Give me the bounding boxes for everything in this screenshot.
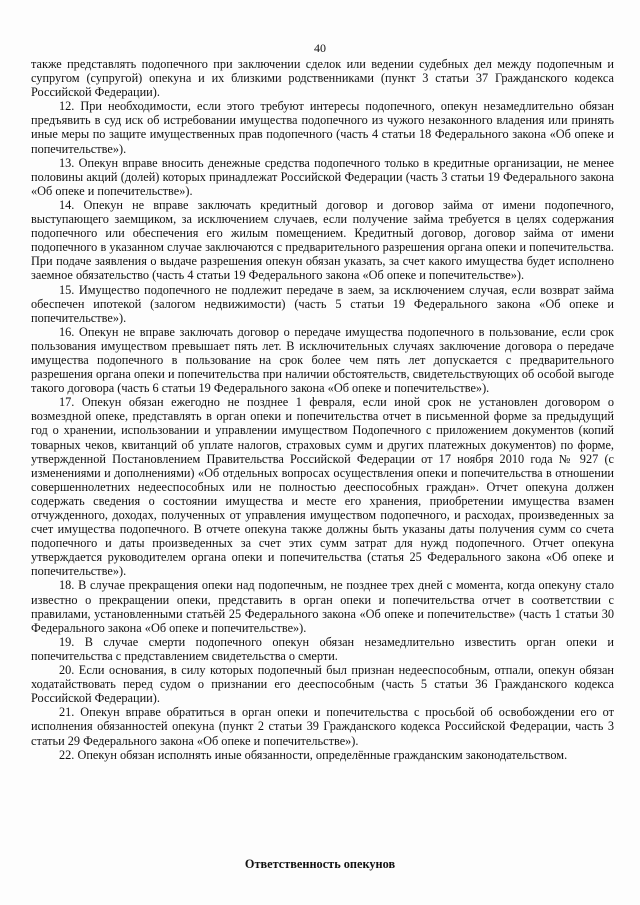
document-body bbox=[31, 57, 614, 762]
page-number: 40 bbox=[314, 41, 326, 55]
section-heading: Ответственность опекунов bbox=[244, 857, 396, 871]
paragraph-14: 14. Опекун не вправе заключать кредитный договор и договор займа от имени подопечного, выступающего заемщиком, за исключением случаев, если получение займа требуется в целях содержания подопечного или обеспечения его жилым помещением. Кредитный договор, договор займа от имени подопечного в указанном случае заключаются с предварительного разрешения органа опеки и попечительства. При подаче заявления о выдаче разрешения опекун обязан указать, за счет какого имущества будет исполнено заемное обязательство (часть 4 статьи 19 Федерального закона «Об опеке и попечительстве»). bbox=[31, 197, 614, 283]
paragraph-continuation: также представлять подопечного при заключении сделок или ведении судебных дел между подопечным и супругом (супругой) опекуна и их близкими родственниками (пункт 3 статьи 37 Гражданского кодекса Российской Федерации). bbox=[31, 57, 614, 100]
paragraph-22: 22. Опекун обязан исполнять иные обязанности, определённые гражданским законодательством. bbox=[59, 747, 568, 762]
paragraph-20: 20. Если основания, в силу которых подопечный был признан недееспособным, отпали, опекун обязан ходатайствовать перед судом о признании его дееспособным (часть 5 статьи 36 Гражданского кодекса Российской Федерации). bbox=[31, 663, 614, 706]
paragraph-16: 16. Опекун не вправе заключать договор о передаче имущества подопечного в пользование, если срок пользования имуществом превышает пять лет. В исключительных случаях заключение договора о передаче имущества подопечного в пользование на срок более чем пять лет допускается с предварительного разрешения органа опеки и попечительства при наличии обстоятельств, свидетельствующих об особой выгоде такого договора (часть 6 статьи 19 Федерального закона «Об опеке и попечительстве»). bbox=[31, 324, 614, 396]
paragraph-18: 18. В случае прекращения опеки над подопечным, не позднее трех дней с момента, когда опекуну стало известно о прекращении опеки, представить в орган опеки и попечительства отчет в соответствии с правилами, установленными статьёй 25 Федерального закона «Об опеке и попечительстве» (часть 1 статьи 30 Федерального закона «Об опеке и попечительстве»). bbox=[31, 578, 614, 635]
paragraph-12: 12. При необходимости, если этого требуют интересы подопечного, опекун незамедлительно обязан предъявить в суд иск об истребовании имущества подопечного из чужого незаконного владения или принять иные меры по защите имущественных прав подопечного (часть 4 статьи 18 Федерального закона «Об опеке и попечительстве»). bbox=[31, 99, 614, 156]
paragraph-15: 15. Имущество подопечного не подлежит передаче в заем, за исключением случая, если возврат займа обеспечен ипотекой (залогом недвижимости) (часть 5 статьи 19 Федерального закона «Об опеке и попечительстве»). bbox=[31, 282, 614, 325]
paragraph-13: 13. Опекун вправе вносить денежные средства подопечного только в кредитные организации, не менее половины акций (долей) которых принадлежат Российской Федерации (часть 3 статьи 19 Федерального закона «Об опеке и попечительстве»). bbox=[31, 155, 614, 198]
paragraph-21: 21. Опекун вправе обратиться в орган опеки и попечительства с просьбой об освобождении его от исполнения обязанностей опекуна (пункт 2 статьи 39 Гражданского кодекса Российской Федерации, часть 3 статьи 29 Федерального закона «Об опеке и попечительстве»). bbox=[31, 705, 614, 748]
paragraph-17: 17. Опекун обязан ежегодно не позднее 1 февраля, если иной срок не установлен договором о возмездной опеке, представлять в орган опеки и попечительства отчет в письменной форме за предыдущий год о хранении, использовании и управлении имуществом Подопечного с приложением документов (копий товарных чеков, квитанций об уплате налогов, страховых сумм и других платежных документов) по форме, утвержденной Постановлением Правительства Российской Федерации от 17 ноября 2010 года № 927 (с изменениями и дополнениями) «Об отдельных вопросах осуществления опеки и попечительства в отношении совершеннолетних недееспособных или не полностью дееспособных граждан». Отчет опекуна должен содержать сведения о состоянии имущества и месте его хранения, приобретении имущества взамен отчужденного, доходах, полученных от управления имуществом подопечного, и расходах, произведенных за счет имущества подопечного. В отчете опекуна также должны быть указаны даты получения сумм со счета подопечного и даты произведенных за счет этих сумм затрат для нужд подопечного. Отчет опекуна утверждается руководителем органа опеки и попечительства (статья 25 Федерального закона «Об опеке и попечительстве»). bbox=[31, 395, 614, 579]
paragraph-19: 19. В случае смерти подопечного опекун обязан незамедлительно известить орган опеки и попечительства с представлением свидетельства о смерти. bbox=[31, 634, 614, 663]
